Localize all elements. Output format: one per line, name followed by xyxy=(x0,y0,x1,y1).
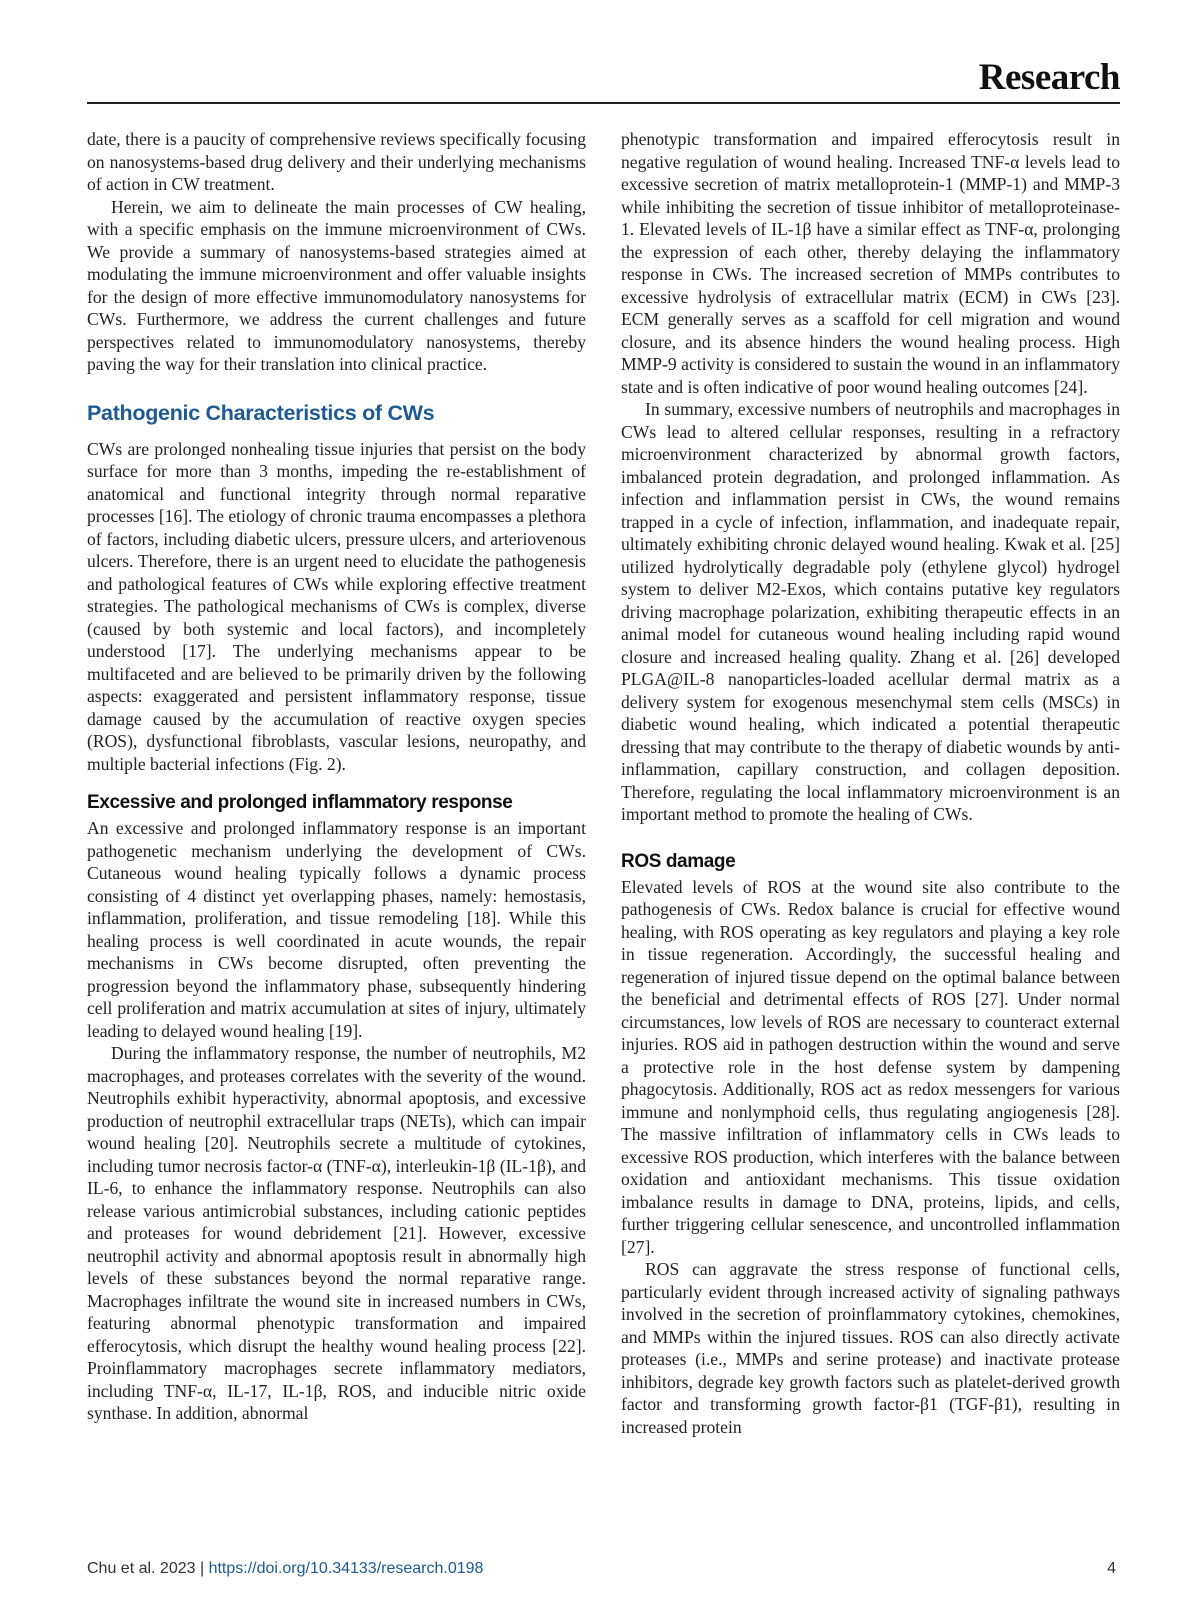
subsection-heading: ROS damage xyxy=(621,850,736,872)
paragraph: During the inflammatory response, the number of neutrophils, M2 macrophages, and proteases correlates with the severity of the wound. Neutrophils exhibit hyperactivity, abnormal apoptosis, and excessive production of neutrophil extracellular traps (NETs), which can impair wound healing [20]. Neutrophils secrete a multitude of cytokines, including tumor necrosis factor-α (TNF-α), interleukin-1β (IL-1β), and IL-6, to enhance the inflammatory response. Neutrophils can also release various antimicrobial substances, including cationic peptides and proteases for wound debridement [21]. However, excessive neutrophil activity and abnormal apoptosis result in abnormally high levels of these substances beyond the normal reparative range. Macrophages infiltrate the wound site in increased numbers in CWs, featuring abnormal phenotypic transformation and impaired efferocytosis, which disrupt the healthy wound healing process [22]. Proinflammatory macrophages secrete inflammatory mediators, including TNF-α, IL-17, IL-1β, ROS, and inducible nitric oxide synthase. In addition, abnormal xyxy=(87,1043,586,1423)
page-number: 4 xyxy=(1107,1560,1116,1577)
citation-text: Chu et al. 2023 | xyxy=(87,1560,209,1577)
journal-title: Research xyxy=(978,57,1120,98)
doi-link[interactable]: https://doi.org/10.34133/research.0198 xyxy=(208,1560,484,1577)
paragraph: ROS can aggravate the stress response of functional cells, particularly evident through increased activity of signaling pathways involved in the secretion of proinflammatory cytokines, chemokines, and MMPs within the injured tissues. ROS can also directly activate proteases (i.e., MMPs and serine protease) and inactivate protease inhibitors, degrade key growth factors such as platelet-derived growth factor and transforming growth factor-β1 (TGF-β1), resulting in increased protein xyxy=(621,1259,1120,1437)
left-column xyxy=(87,128,586,1425)
right-column xyxy=(621,128,1120,1438)
section-heading: Pathogenic Characteristics of CWs xyxy=(87,400,435,425)
header-rule xyxy=(87,102,1120,104)
paragraph: Herein, we aim to delineate the main processes of CW healing, with a specific emphasis on the immune microenvironment of CWs. We provide a summary of nanosystems-based strategies aimed at modulating the immune microenvironment and offer valuable insights for the design of more effective immunomodulatory nanosystems for CWs. Furthermore, we address the current challenges and future perspectives related to immunomodulatory nanosystems, thereby paving the way for their translation into clinical practice. xyxy=(87,196,586,374)
subsection-heading: Excessive and prolonged inflammatory response xyxy=(87,792,513,813)
paragraph: CWs are prolonged nonhealing tissue injuries that persist on the body surface for more than 3 months, impeding the re-establishment of anatomical and functional integrity through normal reparative processes [16]. The etiology of chronic trauma encompasses a plethora of factors, including diabetic ulcers, pressure ulcers, and arteriovenous ulcers. Therefore, there is an urgent need to elucidate the pathogenesis and pathological features of CWs while exploring effective treatment strategies. The pathological mechanisms of CWs is complex, diverse (caused by both systemic and local factors), and incompletely understood [17]. The underlying mechanisms appear to be multifaceted and are believed to be primarily driven by the following aspects: exaggerated and persistent inflammatory response, tissue damage caused by the accumulation of reactive oxygen species (ROS), dysfunctional fibroblasts, vascular lesions, neuropathy, and multiple bacterial infections (Fig. 2). xyxy=(87,438,586,774)
paragraph: Elevated levels of ROS at the wound site also contribute to the pathogenesis of CWs. Redox balance is crucial for effective wound healing, with ROS operating as key regulators and playing a key role in tissue regeneration. Accordingly, the successful healing and regeneration of injured tissue depend on the optimal balance between the beneficial and detrimental effects of ROS [27]. Under normal circumstances, low levels of ROS are necessary to counteract external injuries. ROS aid in pathogen destruction within the wound and serve a protective role in the host defense system by dampening phagocytosis. Additionally, ROS act as redox messengers for various immune and nonlymphoid cells, thus regulating angiogenesis [28]. The massive infiltration of inflammatory cells in CWs leads to excessive ROS production, which interferes with the balance between oxidation and antioxidant mechanisms. This tissue oxidation imbalance results in damage to DNA, proteins, lipids, and cells, further triggering cellular senescence, and uncontrolled inflammation [27]. xyxy=(621,876,1120,1257)
paragraph: In summary, excessive numbers of neutrophils and macrophages in CWs lead to altered cellular responses, resulting in a refractory microenvironment characterized by abnormal growth factors, imbalanced protein degradation, and prolonged inflammation. As infection and inflammation persist in CWs, the wound remains trapped in a cycle of infection, inflammation, and inadequate repair, ultimately exhibiting chronic delayed wound healing. Kwak et al. [25] utilized hydrolytically degradable poly (ethylene glycol) hydrogel system to deliver M2-Exos, which contains putative key regulators driving macrophage polarization, exhibiting therapeutic effects in an animal model for cutaneous wound healing including rapid wound closure and increased healing quality. Zhang et al. [26] developed PLGA@IL-8 nanoparticles-loaded acellular dermal matrix as a delivery system for exogenous mesenchymal stem cells (MSCs) in diabetic wound healing, which indicated a potential therapeutic dressing that may contribute to the therapy of diabetic wounds by anti-inflammation, capillary construction, and collagen deposition. Therefore, regulating the local inflammatory microenvironment is an important method to promote the healing of CWs. xyxy=(621,399,1120,824)
paragraph: An excessive and prolonged inflammatory response is an important pathogenetic mechanism underlying the development of CWs. Cutaneous wound healing typically follows a dynamic process consisting of 4 distinct yet overlapping phases, namely: hemostasis, inflammation, proliferation, and tissue remodeling [18]. While this healing process is well coordinated in acute wounds, the repair mechanisms in CWs become disrupted, often preventing the progression beyond the inflammatory phase, subsequently hindering cell proliferation and matrix accumulation at sites of injury, ultimately leading to delayed wound healing [19]. xyxy=(87,818,586,1041)
paragraph: date, there is a paucity of comprehensive reviews specifically focusing on nanosystems-based drug delivery and their underlying mechanisms of action in CW treatment. xyxy=(87,129,586,194)
paragraph: phenotypic transformation and impaired efferocytosis result in negative regulation of wound healing. Increased TNF-α levels lead to excessive secretion of matrix metalloprotein-1 (MMP-1) and MMP-3 while inhibiting the secretion of tissue inhibitor of metalloproteinase-1. Elevated levels of IL-1β have a similar effect as TNF-α, prolonging the expression of each other, thereby delaying the inflammatory response in CWs. The increased secretion of MMPs contributes to excessive hydrolysis of extracellular matrix (ECM) in CWs [23]. ECM generally serves as a scaffold for cell migration and wound closure, and its absence hinders the wound healing process. High MMP-9 activity is considered to sustain the wound in an inflammatory state and is often indicative of poor wound healing outcomes [24]. xyxy=(621,129,1120,397)
footer-citation xyxy=(87,1560,483,1578)
